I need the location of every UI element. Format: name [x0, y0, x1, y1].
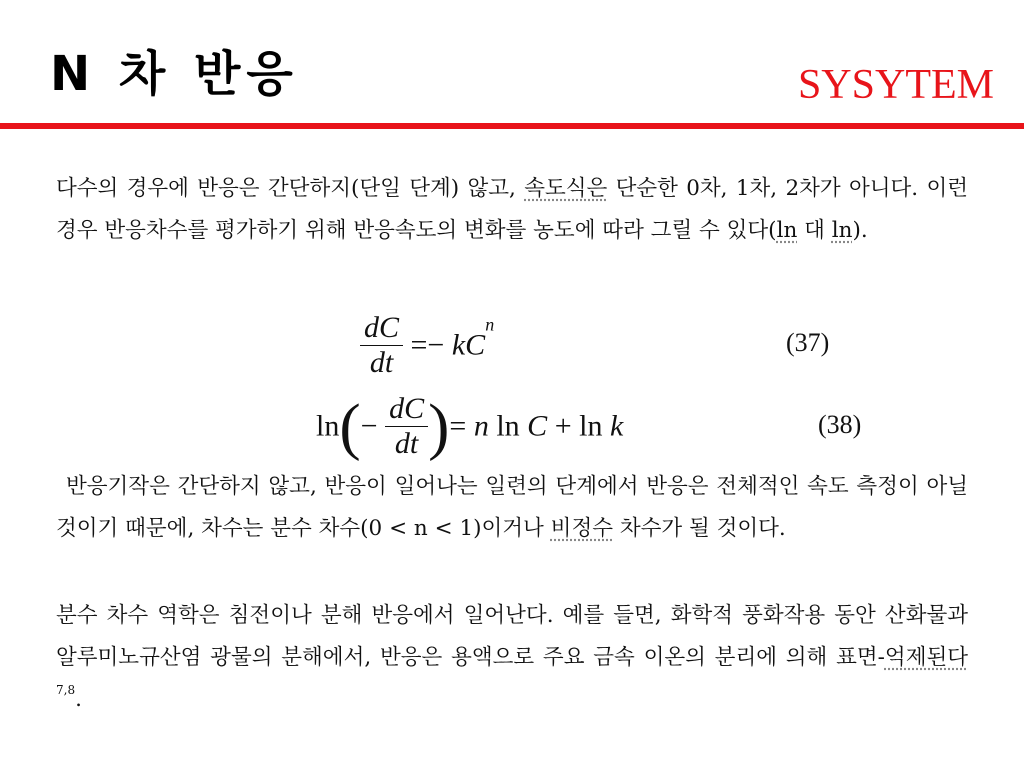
para2-text-b: 비정수: [550, 516, 613, 541]
brand-logo-text: SYSYTEM: [797, 62, 994, 108]
eq38-frac-num: dC: [385, 392, 428, 427]
para3-text-b: 억제된다: [884, 645, 968, 670]
para3-text-a: 분수 차수 역학은 침전이나 분해 반응에서 일어난다. 예를 들면, 화학적 풍화작용 동안 산화물과 알루미노규산염 광물의 분해에서, 반응은 용액으로 주요 금속 이온의 분리에 의해 표면-: [56, 603, 968, 670]
para2-text-c: 차수가 될 것이다.: [612, 516, 786, 541]
eq37-frac-den: dt: [369, 346, 394, 379]
para1-text-f: ln: [831, 218, 853, 243]
header-rule: [0, 123, 1024, 129]
para1-text-g: ).: [852, 218, 868, 243]
eq38-label: (38): [818, 410, 862, 439]
eq38-fraction: [385, 392, 428, 461]
eq38-c: C: [527, 409, 548, 443]
eq38-frac-den: dt: [394, 427, 419, 460]
eq38-ln-left: ln: [316, 409, 340, 443]
slide-title: N 차 반응: [50, 46, 299, 102]
eq38-equals: =: [449, 409, 474, 443]
para3-text-c: .: [75, 687, 82, 712]
eq38-minus: −: [360, 409, 386, 443]
eq37-rhs-op: =−: [410, 328, 452, 362]
paragraph-intro: [56, 168, 968, 252]
para2-text-a: 반응기작은 간단하지 않고, 반응이 일어나는 일련의 단계에서 반응은 전체적인 속도 측정이 아닐 것이기 때문에, 차수는 분수 차수(0 < n < 1)이거나: [56, 474, 968, 541]
para1-text-d: ln: [776, 218, 798, 243]
eq37-frac-num: dC: [360, 311, 403, 346]
eq38-ln-c: ln: [488, 409, 528, 443]
eq38-open-paren: (: [339, 390, 361, 462]
para1-text-c: 단순한 0차, 1차, 2차가 아니다. 이런 경우 반응차수를 평가하기 위해 반응속도의 변화를 농도에 따라 그릴 수 있다(: [56, 176, 968, 243]
eq38-k: k: [609, 409, 624, 443]
paragraph-mechanism: [56, 466, 968, 550]
equation-38: [316, 392, 623, 461]
eq37-rhs-exp: n: [485, 314, 495, 335]
para1-text-e: 대: [797, 218, 832, 243]
eq37-rhs-k: kC: [451, 328, 486, 362]
para1-text-b: 속도식은: [524, 176, 608, 201]
para1-text-a: 다수의 경우에 반응은 간단하지(단일 단계) 않고,: [56, 176, 525, 201]
paragraph-fractional: [56, 595, 968, 721]
eq37-fraction: [360, 311, 403, 380]
eq38-n: n: [473, 409, 489, 443]
para3-reference: 7,8: [56, 683, 76, 697]
equation-37: [360, 311, 494, 380]
eq38-close-paren: ): [428, 390, 450, 462]
eq37-label: (37): [786, 328, 830, 357]
eq38-plus-ln: + ln: [547, 409, 610, 443]
